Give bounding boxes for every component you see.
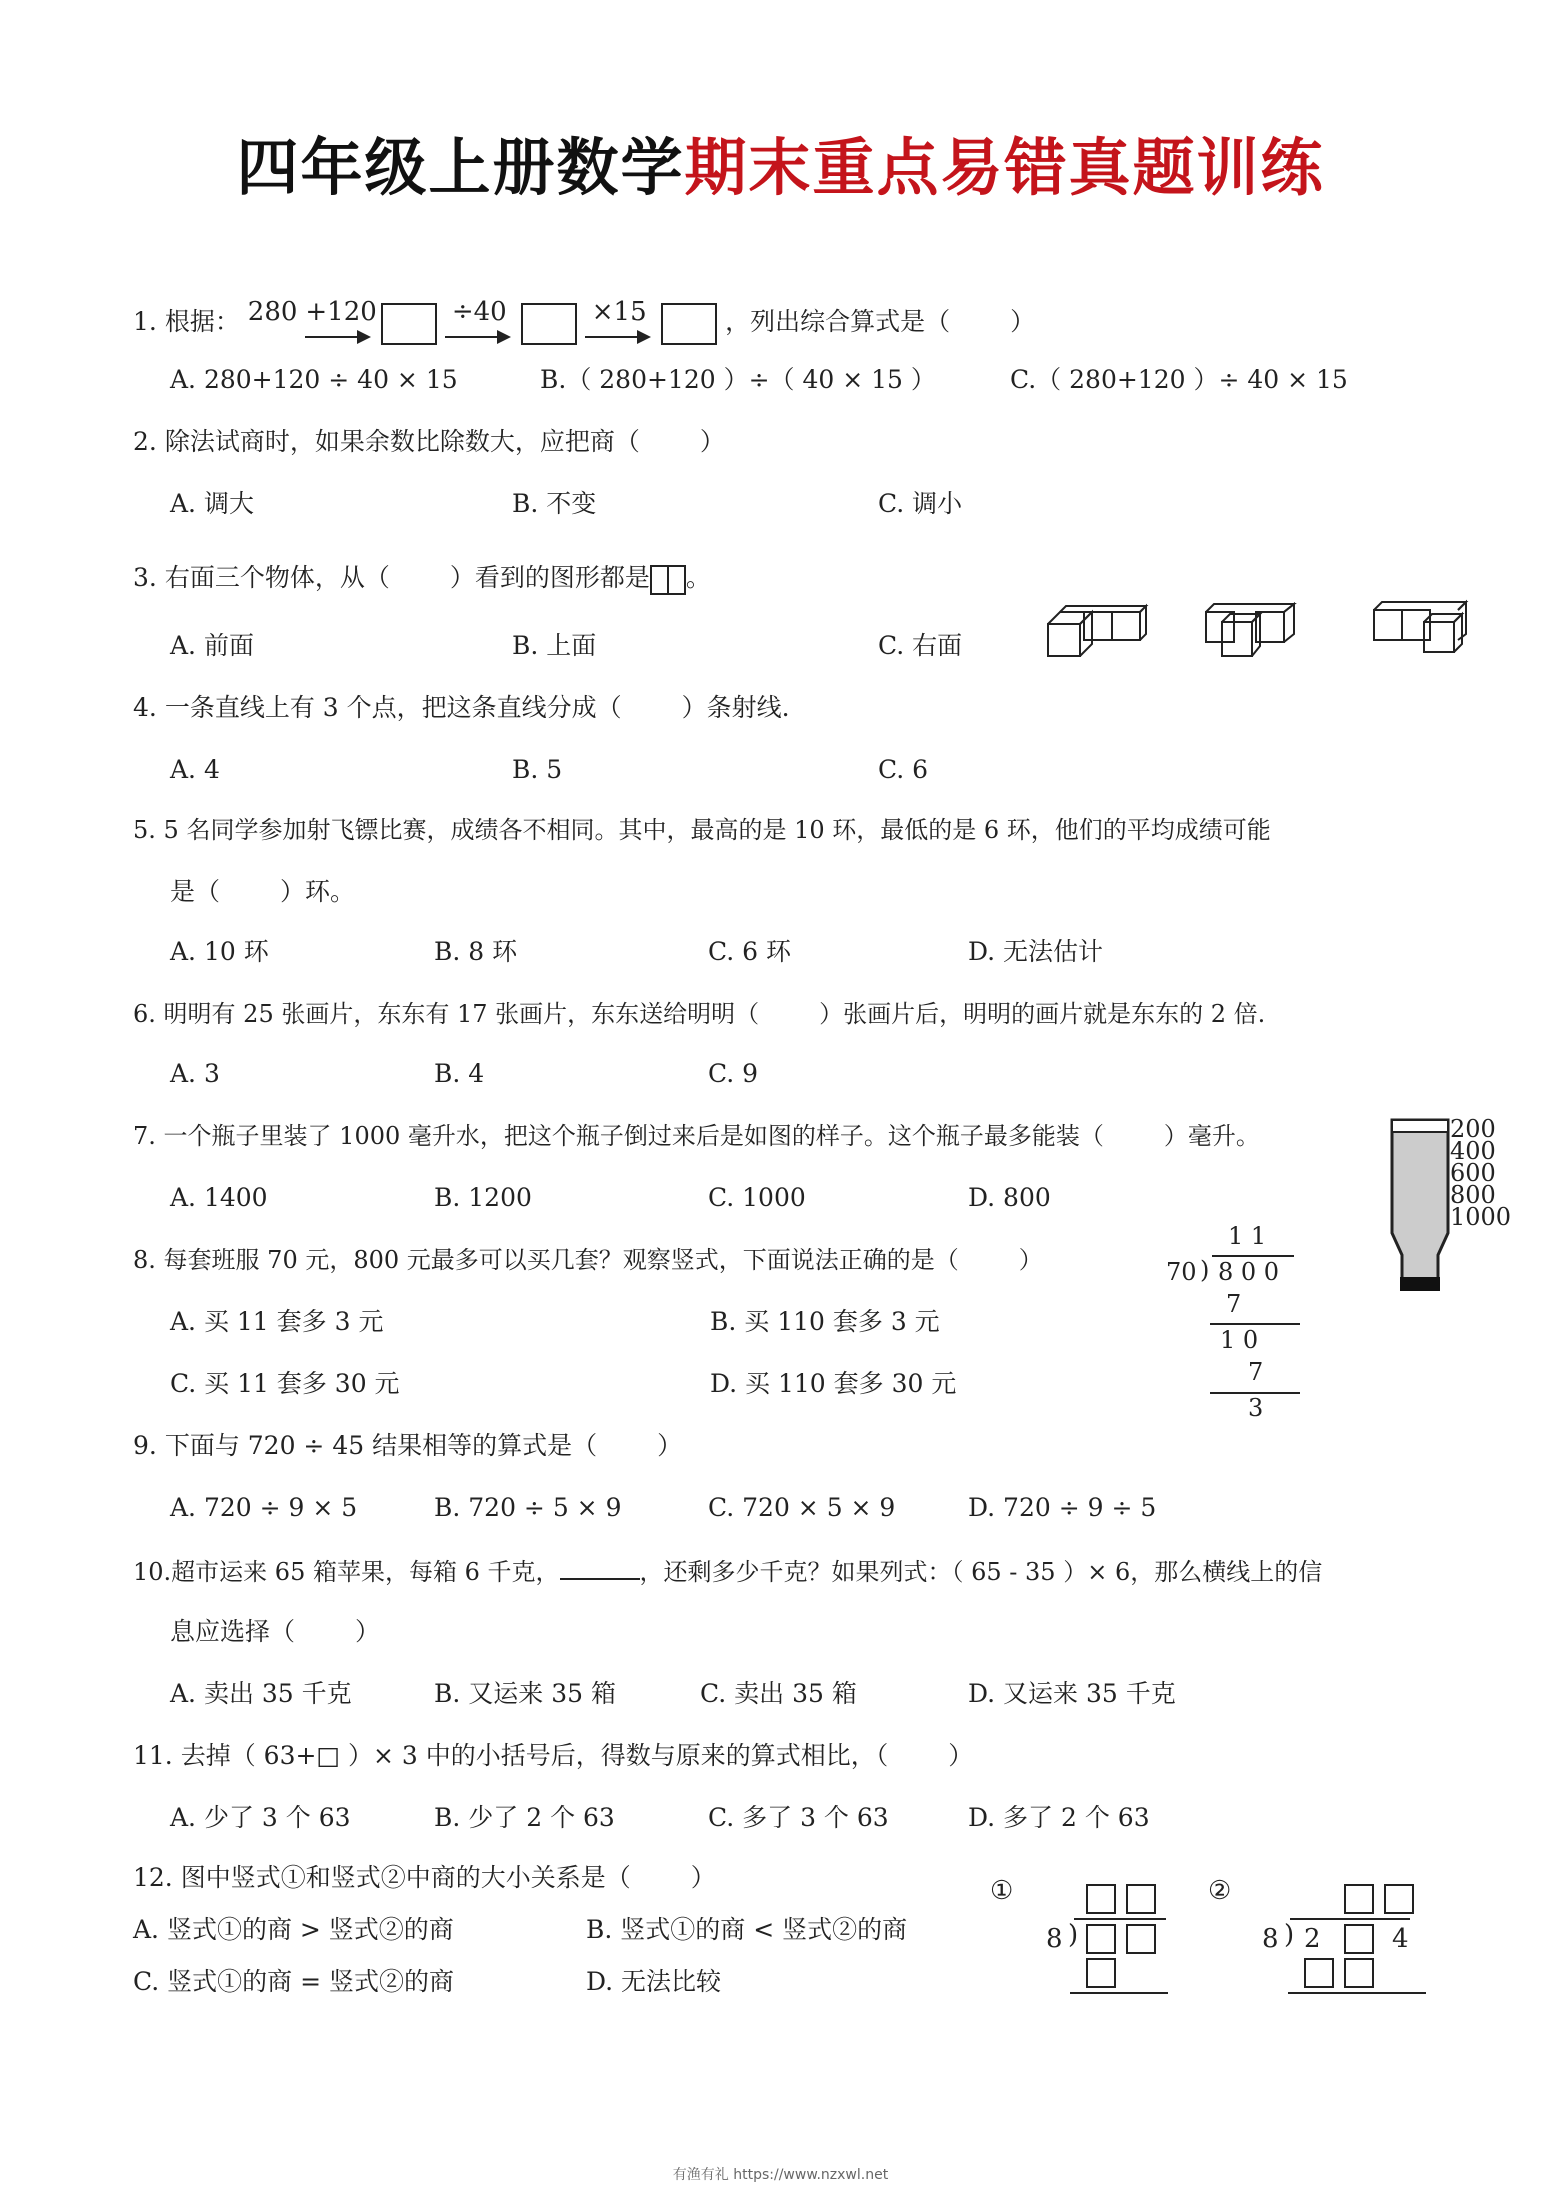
option-d[interactable]: D. 多了 2 个 63	[968, 1803, 1150, 1832]
option-c[interactable]: C.（ 280+120 ）÷ 40 × 15	[1010, 365, 1348, 394]
option-a[interactable]: A. 卖出 35 千克	[170, 1679, 352, 1708]
q-text: ，列出综合算式是（	[725, 307, 951, 336]
question-7: 7. 一个瓶子里装了 1000 毫升水，把这个瓶子倒过来后是如图的样子。这个瓶子最多能装（ ）毫升。	[133, 1122, 1260, 1150]
option-b[interactable]: B. 8 环	[434, 937, 518, 966]
option-a[interactable]: A. 4	[170, 755, 220, 784]
arrow-icon: +120	[305, 302, 373, 346]
q-text: 根据：	[164, 307, 240, 336]
blank-line	[560, 1554, 640, 1580]
option-a[interactable]: A. 调大	[170, 489, 254, 518]
option-c[interactable]: C. 卖出 35 箱	[700, 1679, 857, 1708]
option-c[interactable]: C. 多了 3 个 63	[708, 1803, 889, 1832]
question-6: 6. 明明有 25 张画片，东东有 17 张画片，东东送给明明（ ）张画片后，明明的画片就是东东的 2 倍.	[133, 1000, 1266, 1028]
option-a[interactable]: A. 280+120 ÷ 40 × 15	[170, 365, 458, 394]
option-b[interactable]: B. 1200	[434, 1183, 532, 1212]
question-10-line2: 息应选择（ ）	[170, 1617, 381, 1646]
option-b[interactable]: B. 又运来 35 箱	[434, 1679, 616, 1708]
question-3: 3. 右面三个物体，从（ ）看到的图形都是 。	[133, 562, 711, 595]
option-c[interactable]: C. 调小	[878, 489, 963, 518]
option-b[interactable]: B. 不变	[512, 489, 597, 518]
option-c[interactable]: C. 720 × 5 × 9	[708, 1493, 896, 1522]
question-5: 5. 5 名同学参加射飞镖比赛，成绩各不相同。其中，最高的是 10 环，最低的是 6 环，他们的平均成绩可能	[133, 816, 1271, 844]
footer-watermark: 有渔有礼 https://www.nzxwl.net	[672, 2167, 889, 2183]
two-square-shape	[650, 565, 686, 595]
option-d[interactable]: D. 又运来 35 千克	[968, 1679, 1176, 1708]
option-b[interactable]: B. 4	[434, 1059, 485, 1088]
title-red: 期末重点易错真题训练	[684, 131, 1325, 204]
question-4: 4. 一条直线上有 3 个点，把这条直线分成（ ）条射线.	[133, 693, 790, 722]
question-8: 8. 每套班服 70 元，800 元最多可以买几套？观察竖式，下面说法正确的是（ ）	[133, 1246, 1043, 1274]
option-c[interactable]: C. 6	[878, 755, 929, 784]
question-2: 2. 除法试商时，如果余数比除数大，应把商（ ）	[133, 427, 725, 456]
question-5-line2: 是（ ）环。	[170, 877, 356, 906]
question-11: 11. 去掉（ 63+□ ）× 3 中的小括号后，得数与原来的算式相比，（ ）	[133, 1741, 974, 1770]
question-10: 10.超市运来 65 箱苹果，每箱 6 千克， ，还剩多少千克？如果列式：（ 65 - 35 ）× 6，那么横线上的信	[133, 1554, 1322, 1588]
answer-box	[381, 303, 437, 345]
option-a[interactable]: A. 720 ÷ 9 × 5	[170, 1493, 358, 1522]
title-black: 四年级上册数学	[236, 131, 685, 204]
bottle-figure	[1380, 1115, 1450, 1295]
option-c[interactable]: C. 9	[708, 1059, 759, 1088]
start-number: 280	[247, 297, 298, 327]
question-9: 9. 下面与 720 ÷ 45 结果相等的算式是（ ）	[133, 1431, 683, 1460]
option-a[interactable]: A. 1400	[170, 1183, 268, 1212]
option-b[interactable]: B. 竖式①的商 < 竖式②的商	[586, 1915, 908, 1944]
option-c[interactable]: C. 买 11 套多 30 元	[170, 1369, 400, 1398]
option-a[interactable]: A. 前面	[170, 631, 254, 660]
q-number: 1.	[133, 307, 157, 336]
option-c[interactable]: C. 1000	[708, 1183, 806, 1212]
option-d[interactable]: D. 720 ÷ 9 ÷ 5	[968, 1493, 1157, 1522]
option-b[interactable]: B. 少了 2 个 63	[434, 1803, 615, 1832]
option-b[interactable]: B.（ 280+120 ）÷（ 40 × 15 ）	[540, 365, 936, 394]
option-b[interactable]: B. 上面	[512, 631, 597, 660]
option-c[interactable]: C. 6 环	[708, 937, 791, 966]
option-a[interactable]: A. 3	[170, 1059, 220, 1088]
arrow-icon: ×15	[585, 302, 653, 346]
cube-figure-2	[1200, 596, 1310, 666]
answer-box	[661, 303, 717, 345]
option-b[interactable]: B. 5	[512, 755, 563, 784]
option-c[interactable]: C. 右面	[878, 631, 963, 660]
question-1: 1. 根据： 280 +120 ÷40 ×15 ，列出综合算式是（ ）	[133, 296, 1035, 346]
option-d[interactable]: D. 买 110 套多 30 元	[710, 1369, 957, 1398]
option-d[interactable]: D. 无法比较	[586, 1967, 722, 1996]
option-a[interactable]: A. 竖式①的商 > 竖式②的商	[133, 1915, 454, 1944]
question-12: 12. 图中竖式①和竖式②中商的大小关系是（ ）	[133, 1863, 716, 1892]
option-a[interactable]: A. 10 环	[170, 937, 269, 966]
option-b[interactable]: B. 买 110 套多 3 元	[710, 1307, 940, 1336]
option-d[interactable]: D. 无法估计	[968, 937, 1104, 966]
page-title	[0, 128, 1561, 208]
cube-figure-1	[1040, 600, 1160, 670]
option-a[interactable]: A. 买 11 套多 3 元	[170, 1307, 384, 1336]
option-b[interactable]: B. 720 ÷ 5 × 9	[434, 1493, 622, 1522]
bottle-scale: 200 400 600 800 1000	[1450, 1115, 1512, 1231]
answer-box	[521, 303, 577, 345]
option-d[interactable]: D. 800	[968, 1183, 1051, 1212]
arrow-icon: ÷40	[445, 302, 513, 346]
cube-figure-3	[1370, 596, 1480, 666]
option-c[interactable]: C. 竖式①的商 = 竖式②的商	[133, 1967, 454, 1996]
option-a[interactable]: A. 少了 3 个 63	[170, 1803, 351, 1832]
